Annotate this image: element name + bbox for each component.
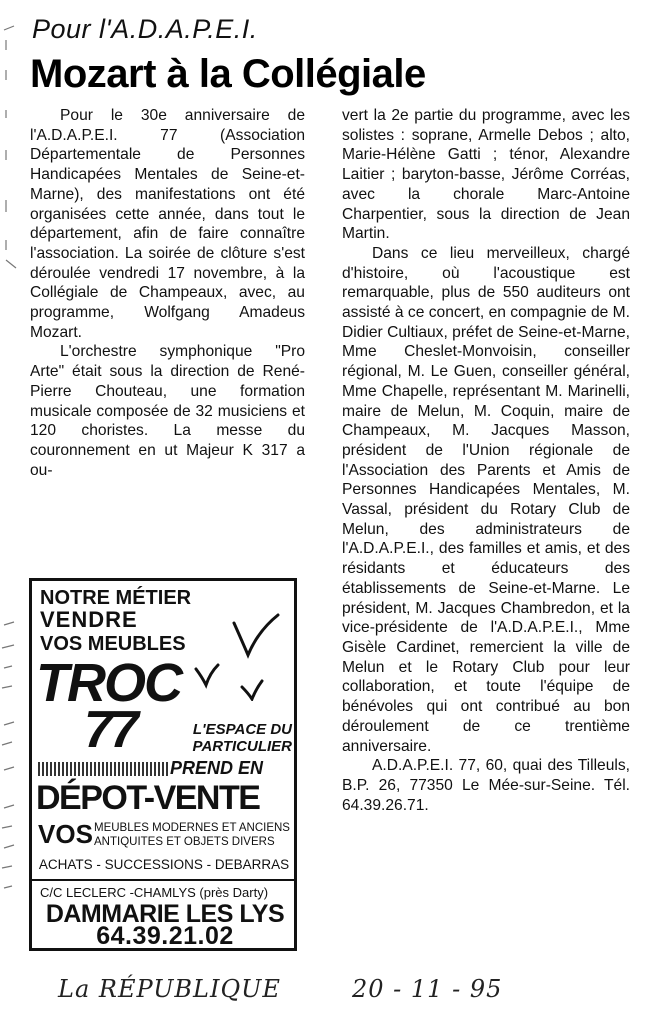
article-kicker: Pour l'A.D.A.P.E.I. (32, 14, 258, 44)
ad-prend-en: PREND EN (170, 758, 264, 778)
ad-slogan: L'ESPACE DU PARTICULIER (192, 721, 292, 755)
article-headline: Mozart à la Collégiale (30, 52, 426, 96)
troc-77-advertisement (29, 578, 297, 951)
ad-line-vos-meubles: VOS MEUBLES (40, 633, 186, 655)
ad-depot-vente: DÉPOT-VENTE (36, 779, 260, 817)
article-paragraph: vert la 2e partie du programme, avec les solistes : soprane, Armelle Debos ; alto, Marie-Hélène Gatti ; ténor, Alexandre Laitier ; baryton-basse, Jérôme Corréas, avec la chorale Marc-Antoine Charpentier, sous la direction de Jean Martin. (342, 107, 630, 243)
article-paragraph: Dans ce lieu merveilleux, chargé d'histoire, où l'acoustique est remarquable, plus de 550 auditeurs ont assisté à ce concert, en compagnie de M. Didier Cultiaux, préfet de Seine-et-Marne, Mme Cheslet-Monvoisin, conseiller régional, M. Le Guen, conseiller général, Mme Chapelle, représentant M. Marinelli, maire de Melun, M. Coquin, maire de Champeaux, M. Jacques Masson, président de l'Union régionale de l'Association des Parents et Amis de Personnes Handicapées Mentales, M. Vassal, président du Rotary Club de Melun, des administrateurs de l'A.D.A.P.E.I., des familles et amis, et des résidants et éducateurs des établissements de Seine-et-Marne. Le président, M. Jacques Chambredon, et la vice-présidente de l'A.D.A.P.E.I., Mme Gisèle Cardinet, remercient la ville de Melun et le Rotary Club pour leur collaboration, et toute l'équipe de bénévoles qui ont contribué au bon déroulement de ce trentième anniversaire. (342, 244, 630, 755)
ad-meubles-description: MEUBLES MODERNES ET ANCIENS ANTIQUITES ET OBJETS DIVERS (94, 822, 290, 848)
ad-vos: VOS (38, 819, 93, 849)
ad-brand-troc: TROC (36, 653, 181, 713)
ad-achats: ACHATS - SUCCESSIONS - DEBARRAS (38, 857, 290, 872)
handwritten-date: 20 - 11 - 95 (352, 975, 503, 1003)
ad-line-vendre: VENDRE (40, 607, 138, 632)
ad-hatched-stripe (38, 762, 168, 776)
handwritten-newspaper-name: La RÉPUBLIQUE (58, 975, 281, 1003)
ad-phone: 64.39.21.02 (96, 922, 234, 950)
birds-icon (182, 611, 292, 701)
ad-brand-number: 77 (84, 701, 136, 759)
article-column-left (30, 106, 305, 480)
ad-town: DAMMARIE LES LYS (45, 900, 285, 928)
ad-divider (32, 879, 294, 881)
article-column-right (342, 106, 630, 815)
margin-scratch-marks (0, 0, 24, 1022)
ad-location: C/C LECLERC -CHAMLYS (près Darty) (40, 885, 269, 900)
article-paragraph: Pour le 30e anniversaire de l'A.D.A.P.E.I. 77 (Association Départementale de Personnes Handicapées Mentales de Seine-et-Marne), des manifestations ont été organisées cette année, dans tout le département, afin de faire connaître l'association. La soirée de clôture s'est déroulée vendredi 17 novembre, à la Collégiale de Champeaux, avec, au programme, Wolfgang Amadeus Mozart. (30, 107, 305, 341)
article-paragraph: L'orchestre symphonique "Pro Arte" était sous la direction de René-Pierre Chouteau, une formation musicale composée de 32 musiciens et 120 choristes. La messe du couronnement en ut Majeur K 317 a ou- (30, 343, 305, 479)
article-paragraph: A.D.A.P.E.I. 77, 60, quai des Tilleuls, B.P. 26, 77350 Le Mée-sur-Seine. Tél. 64.39.26.71. (342, 757, 630, 814)
ad-line-notre-metier: NOTRE MÉTIER (40, 587, 192, 609)
